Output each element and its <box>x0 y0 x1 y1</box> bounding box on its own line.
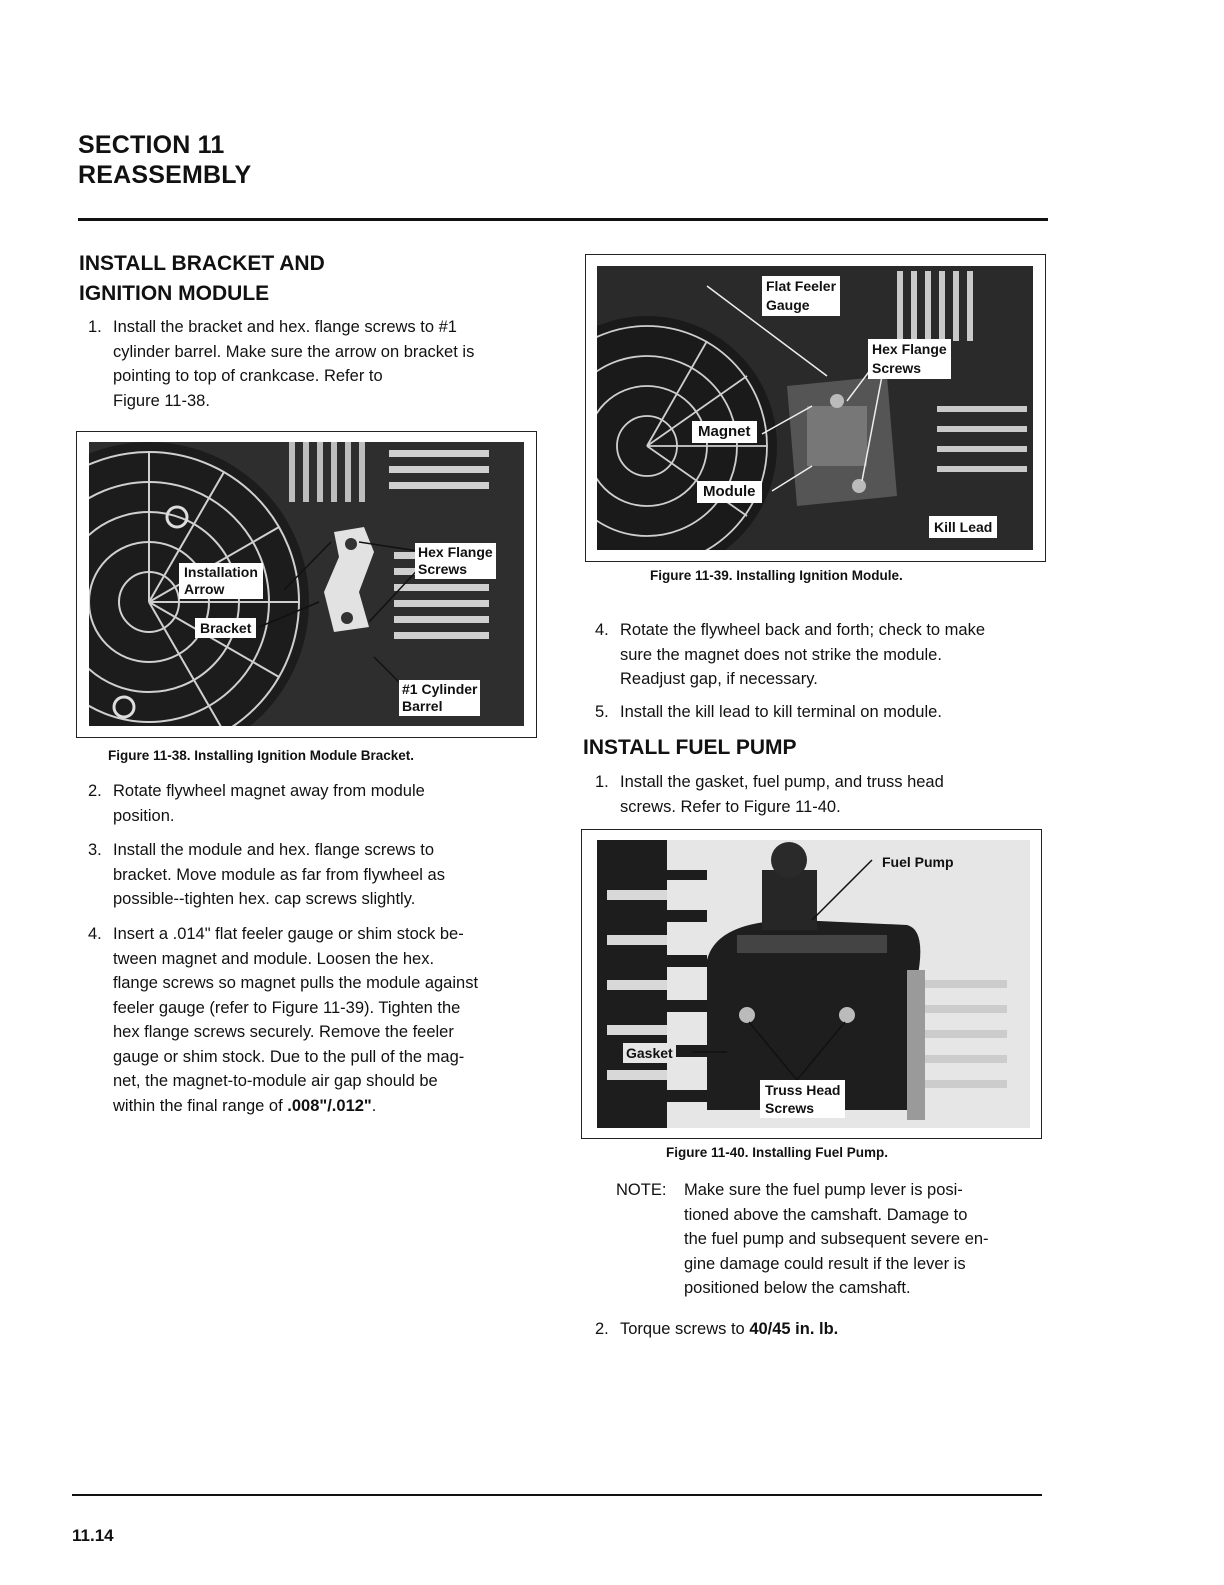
caption-figure-11-38: Figure 11-38. Installing Ignition Module Bracket. <box>108 748 415 763</box>
section-title: REASSEMBLY <box>78 161 252 189</box>
label-gasket: Gasket <box>623 1043 676 1063</box>
label-hex-flange-screws: Hex Flange Screws <box>415 543 496 579</box>
label-fuel-pump: Fuel Pump <box>882 854 954 870</box>
caption-figure-11-39: Figure 11-39. Installing Ignition Module. <box>650 568 903 583</box>
figure-11-39-photo <box>597 266 1033 550</box>
torque-value: 40/45 in. lb. <box>749 1320 839 1338</box>
label-flat-feeler-gauge: Flat Feeler Gauge <box>762 276 840 316</box>
section-heading <box>78 130 251 190</box>
section-label: SECTION 11 <box>78 131 225 159</box>
heading-install-fuel-pump: INSTALL FUEL PUMP <box>583 736 797 759</box>
label-magnet: Magnet <box>692 421 757 443</box>
heading-install-bracket: INSTALL BRACKET AND IGNITION MODULE <box>79 252 325 305</box>
page-number: 11.14 <box>72 1526 114 1545</box>
figure-11-40-photo <box>597 840 1030 1128</box>
label-installation-arrow: Installation Arrow <box>179 563 263 599</box>
figure-11-39 <box>585 254 1046 562</box>
caption-figure-11-40: Figure 11-40. Installing Fuel Pump. <box>666 1145 889 1160</box>
header-rule <box>78 218 1048 221</box>
figure-11-38-photo <box>89 442 524 726</box>
figure-11-40 <box>581 829 1042 1139</box>
note-text: Make sure the fuel pump lever is posi- tioned above the camshaft. Damage to the fuel pump and subsequent severe en- gine damage could result if the lever is positioned below the camshaft. <box>684 1181 989 1297</box>
footer-rule <box>72 1494 1042 1496</box>
label-bracket: Bracket <box>195 618 256 638</box>
label-module: Module <box>697 481 762 503</box>
label-kill-lead: Kill Lead <box>929 516 997 538</box>
note-label: NOTE: <box>616 1181 667 1199</box>
label-truss-head-screws: Truss Head Screws <box>760 1080 845 1118</box>
figure-11-38 <box>76 431 537 738</box>
label-hex-flange-screws: Hex Flange Screws <box>868 339 951 379</box>
air-gap-value: .008"/.012" <box>287 1096 372 1115</box>
label-cylinder-barrel: #1 Cylinder Barrel <box>399 680 480 716</box>
